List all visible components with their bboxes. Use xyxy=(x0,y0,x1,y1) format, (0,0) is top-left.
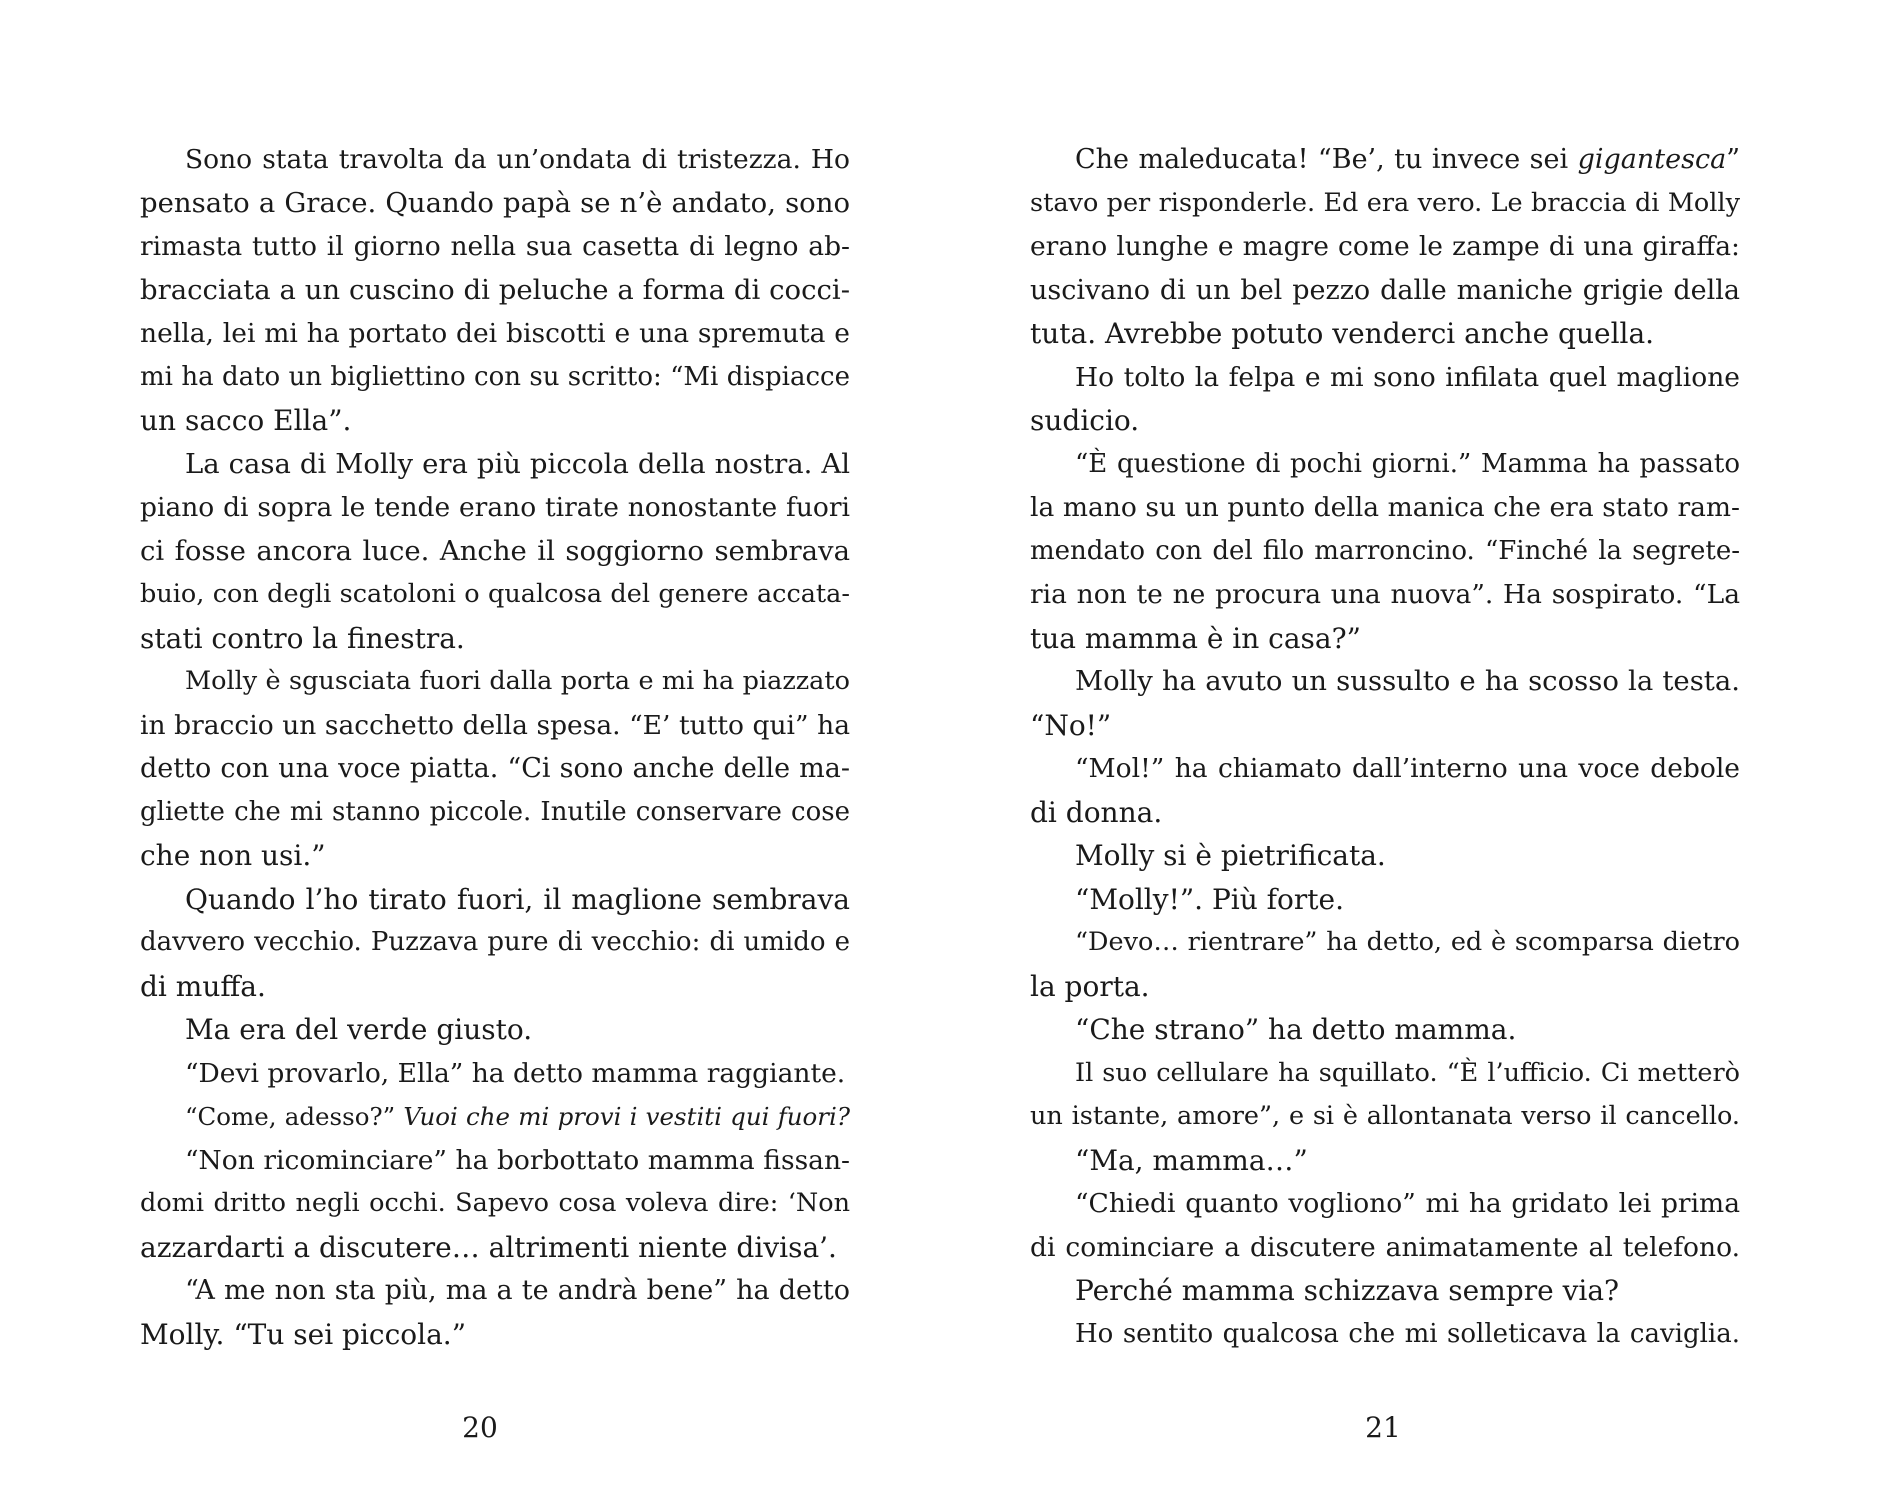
text-line-content: Ho sentito qualcosa che mi solleticava la caviglia. xyxy=(1075,1318,1740,1349)
text-line-content: “Che strano” ha detto mamma. xyxy=(1075,1013,1517,1046)
text-line xyxy=(1030,1008,1740,1052)
text-line xyxy=(140,1008,850,1052)
text-line xyxy=(1030,399,1740,443)
text-line-content: Ma era del verde giusto. xyxy=(185,1013,533,1046)
left-page-text xyxy=(140,138,850,1356)
text-line-content: nella, lei mi ha portato dei biscotti e una spremuta e xyxy=(140,318,850,349)
text-line-content: Molly si è pietrificata. xyxy=(1075,839,1386,872)
text-line-content: mendato con del filo marroncino. “Finché la segrete- xyxy=(1030,535,1740,566)
text-line xyxy=(140,573,850,617)
text-line xyxy=(1030,1182,1740,1226)
text-line-content: stati contro la finestra. xyxy=(140,621,465,655)
text-line-content: di muffa. xyxy=(140,969,266,1003)
text-line xyxy=(140,1052,850,1096)
text-line-content: “Mol!” ha chiamato dall’interno una voce debole xyxy=(1075,753,1740,784)
text-line xyxy=(140,138,850,182)
text-line-content: stavo per risponderle. Ed era vero. Le braccia di Molly xyxy=(1030,187,1740,218)
text-line-content: “Come, adesso?” xyxy=(185,1102,404,1131)
text-line xyxy=(1030,1226,1740,1270)
text-line xyxy=(1030,1052,1740,1096)
text-line-content: Molly. “Tu sei piccola.” xyxy=(140,1317,467,1351)
text-line xyxy=(140,486,850,530)
left-page xyxy=(140,138,850,1356)
right-page-text xyxy=(1030,138,1740,1356)
text-line xyxy=(140,921,850,965)
text-line-content: Sono stata travolta da un’ondata di tristezza. Ho xyxy=(185,144,850,175)
text-line xyxy=(140,791,850,835)
text-line xyxy=(1030,1313,1740,1357)
text-line xyxy=(140,182,850,226)
text-line xyxy=(140,704,850,748)
text-line xyxy=(140,356,850,400)
text-line-content: “È questione di pochi giorni.” Mamma ha passato xyxy=(1075,448,1740,479)
text-line xyxy=(140,399,850,443)
text-line-content: tua mamma è in casa?” xyxy=(1030,621,1361,655)
text-line-content: detto con una voce piatta. “Ci sono anche delle ma- xyxy=(140,753,850,784)
text-line-content: Ho tolto la felpa e mi sono infilata quel maglione xyxy=(1075,361,1740,393)
text-line xyxy=(140,747,850,791)
text-line-content: uscivano di un bel pezzo dalle maniche grigie della xyxy=(1030,274,1740,306)
text-line-content: rimasta tutto il giorno nella sua casetta di legno ab- xyxy=(140,231,850,262)
text-line-content: tuta. Avrebbe potuto venderci anche quella. xyxy=(1030,317,1655,350)
text-line xyxy=(1030,312,1740,356)
text-line-content: di cominciare a discutere animatamente al telefono. xyxy=(1030,1231,1740,1263)
text-line-italic: Vuoi che mi provi i vestiti qui fuori? xyxy=(403,1102,850,1131)
text-line xyxy=(1030,138,1740,182)
text-line-content: “Devo… rientrare” ha detto, ed è scomparsa dietro xyxy=(1075,927,1740,957)
text-line-content: Molly ha avuto un sussulto e ha scosso la testa. xyxy=(1075,665,1740,697)
text-line-content: davvero vecchio. Puzzava pure di vecchio: di umido e xyxy=(140,927,850,957)
text-line xyxy=(1030,225,1740,269)
text-line-content: che non usi.” xyxy=(140,839,326,872)
text-line-content: la porta. xyxy=(1030,969,1150,1003)
text-line xyxy=(1030,617,1740,661)
text-line-content: ria non te ne procura una nuova”. Ha sospirato. “La xyxy=(1030,579,1740,610)
right-page-number: 21 xyxy=(1365,1411,1401,1444)
right-page xyxy=(1030,138,1740,1356)
text-line xyxy=(1030,182,1740,226)
text-line xyxy=(1030,1095,1740,1139)
text-line xyxy=(1030,921,1740,965)
text-line xyxy=(1030,1139,1740,1183)
text-line-content: Molly è sgusciata fuori dalla porta e mi ha piazzato xyxy=(185,666,850,696)
text-line-tail: ” xyxy=(1726,144,1740,175)
text-line-content: ci fosse ancora luce. Anche il soggiorno sembrava xyxy=(140,534,850,567)
text-line-content: in braccio un sacchetto della spesa. “E’ tutto qui” ha xyxy=(140,709,850,741)
text-line xyxy=(140,530,850,574)
text-line-content: gliette che mi stanno piccole. Inutile conservare cose xyxy=(140,796,850,827)
text-line xyxy=(140,617,850,661)
text-line-content: “Devi provarlo, Ella” ha detto mamma raggiante. xyxy=(185,1057,846,1089)
text-line xyxy=(1030,573,1740,617)
text-line xyxy=(1030,530,1740,574)
text-line xyxy=(140,1269,850,1313)
text-line-content: “No!” xyxy=(1030,708,1112,742)
text-line-content: “A me non sta più, ma a te andrà bene” ha detto xyxy=(185,1275,850,1306)
text-line-content: “Chiedi quanto vogliono” mi ha gridato lei prima xyxy=(1075,1188,1740,1219)
text-line xyxy=(140,834,850,878)
text-line xyxy=(140,312,850,356)
text-line-content: Che maleducata! “Be’, tu invece sei xyxy=(1075,144,1578,175)
text-line-content: Quando l’ho tirato fuori, il maglione sembrava xyxy=(185,882,850,916)
text-line-content: bracciata a un cuscino di peluche a forma di cocci- xyxy=(140,273,850,306)
text-line xyxy=(1030,269,1740,313)
text-line xyxy=(1030,965,1740,1009)
text-line xyxy=(140,878,850,922)
text-line xyxy=(140,1095,850,1139)
text-line xyxy=(140,443,850,487)
text-line-content: un sacco Ella”. xyxy=(140,404,352,437)
text-line-content: erano lunghe e magre come le zampe di una giraffa: xyxy=(1030,231,1740,262)
text-line-content: Il suo cellulare ha squillato. “È l’ufficio. Ci metterò xyxy=(1075,1057,1740,1088)
text-line xyxy=(1030,356,1740,400)
text-line-content: la mano su un punto della manica che era stato ram- xyxy=(1030,492,1740,523)
text-line-content: piano di sopra le tende erano tirate nonostante fuori xyxy=(140,492,850,523)
text-line xyxy=(140,1139,850,1183)
text-line xyxy=(1030,443,1740,487)
text-line xyxy=(1030,1269,1740,1313)
text-line-content: di donna. xyxy=(1030,795,1163,829)
text-line xyxy=(1030,486,1740,530)
text-line xyxy=(140,1313,850,1357)
left-page-number: 20 xyxy=(462,1411,498,1444)
text-line-content: La casa di Molly era più piccola della nostra. Al xyxy=(185,447,850,480)
text-line-content: “Molly!”. Più forte. xyxy=(1075,882,1344,916)
text-line-content: mi ha dato un bigliettino con su scritto: “Mi dispiacce xyxy=(140,361,850,392)
text-line xyxy=(140,1226,850,1270)
text-line xyxy=(1030,878,1740,922)
text-line-content: Perché mamma schizzava sempre via? xyxy=(1075,1274,1620,1307)
text-line xyxy=(140,1182,850,1226)
text-line-content: “Ma, mamma…” xyxy=(1075,1143,1308,1177)
text-line xyxy=(1030,660,1740,704)
text-line-content: un istante, amore”, e si è allontanata verso il cancello. xyxy=(1030,1101,1740,1131)
text-line-content: buio, con degli scatoloni o qualcosa del genere accata- xyxy=(140,579,850,609)
text-line xyxy=(1030,791,1740,835)
text-line xyxy=(140,225,850,269)
text-line xyxy=(140,965,850,1009)
text-line xyxy=(1030,834,1740,878)
text-line-content: sudicio. xyxy=(1030,404,1140,437)
text-line-italic: gigantesca xyxy=(1577,144,1727,175)
text-line-content: azzardarti a discutere… altrimenti niente divisa’. xyxy=(140,1230,837,1264)
text-line xyxy=(1030,704,1740,748)
text-line-content: domi dritto negli occhi. Sapevo cosa voleva dire: ‘Non xyxy=(140,1188,850,1218)
text-line xyxy=(1030,747,1740,791)
text-line-content: pensato a Grace. Quando papà se n’è andato, sono xyxy=(140,186,850,219)
text-line-content: “Non ricominciare” ha borbottato mamma fissan- xyxy=(185,1144,850,1176)
text-line xyxy=(140,269,850,313)
text-line xyxy=(140,660,850,704)
